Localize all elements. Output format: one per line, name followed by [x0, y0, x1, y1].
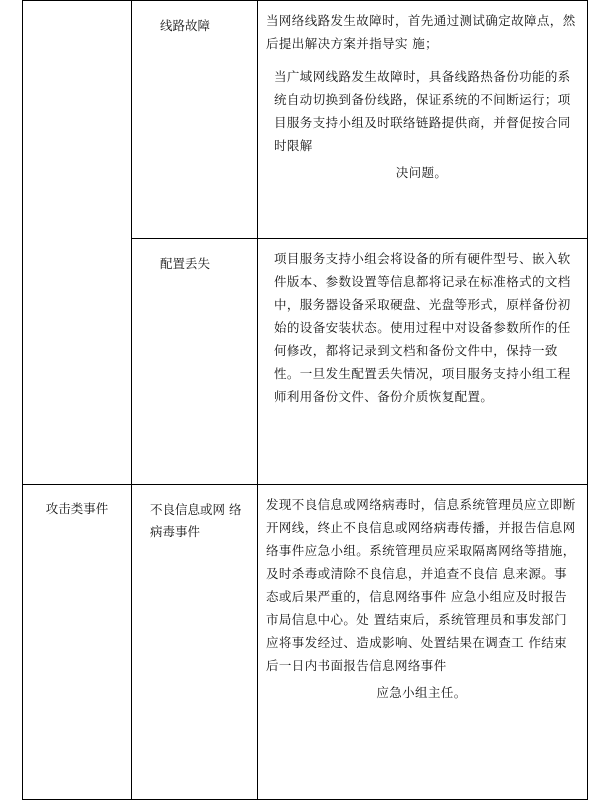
- description-paragraph: 项目服务支持小组会将设备的所有硬件型号、嵌入软件版本、参数设置等信息都将记录在标准格式的文档中，服务器设备采取硬盘、光盘等形式，原样备份初始的设备安装状态。使用过程中对设备参数所作的任何修改，都将记录到文档和备份文件中，保持一致性。一旦发生配置丢失情况，项目服务支持小组工程师利用备份文件、备份介质恢复配置。: [274, 251, 571, 404]
- category-cell: [23, 1, 132, 485]
- description-paragraph: 当网络线路发生故障时，首先通过测试确定故障点，然后提出解决方案并指导实 施；: [266, 13, 576, 51]
- table-row: [23, 485, 588, 800]
- incident-handling-table: [22, 0, 588, 800]
- description-paragraph: 决问题。: [395, 165, 448, 180]
- incident-type-cell: 线路故障: [132, 1, 258, 239]
- category-cell: 攻击类事件: [23, 485, 132, 800]
- handling-description-cell: [258, 485, 588, 800]
- table-row: [23, 1, 588, 239]
- description-paragraph: 应急小组主任。: [376, 685, 467, 700]
- description-paragraph: 当广域网线路发生故障时，具备线路热备份功能的系统自动切换到备份线路，保证系统的不间断运行；项目服务支持小组及时联络链路提供商，并督促按合同时限解: [274, 69, 571, 153]
- incident-type-cell: 配置丢失: [132, 239, 258, 485]
- handling-description-cell: [258, 1, 588, 239]
- incident-type-cell: 不良信息或网 络病毒事件: [132, 485, 258, 800]
- handling-description-cell: [258, 239, 588, 485]
- description-paragraph: 发现不良信息或网络病毒时，信息系统管理员应立即断开网线，终止不良信息或网络病毒传播，并报告信息网络事件应急小组。系统管理员应采取隔离网络等措施，及时杀毒或清除不良信息，并追查不良信 息来源。事态或后果严重的，信息网络事件 应急小组应及时报告市局信息中心。处 置结束后，系统管理员和事发部门应将事发经过、造成影响、处置结果在调查工 作结束后一日内书面报告信息网络事件: [266, 497, 576, 673]
